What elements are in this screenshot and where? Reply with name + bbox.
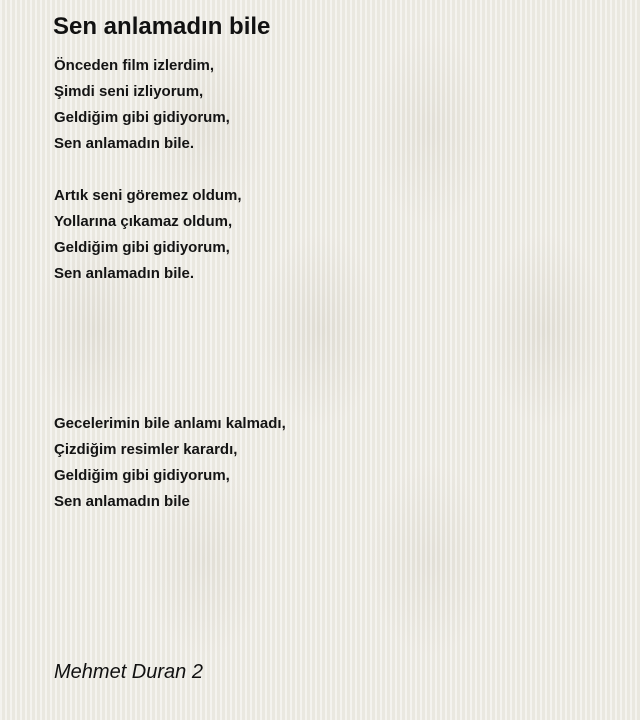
- poem-author: Mehmet Duran 2: [54, 661, 203, 683]
- stanza-2: [54, 183, 242, 287]
- stanza-1: [54, 53, 230, 157]
- poem-line: Çizdiğim resimler karardı,: [54, 441, 238, 458]
- poem-line: Şimdi seni izliyorum,: [54, 83, 204, 100]
- poem-line: Sen anlamadın bile: [54, 493, 190, 510]
- poem-line: Yollarına çıkamaz oldum,: [54, 213, 233, 230]
- poem-line: Sen anlamadın bile.: [54, 265, 195, 282]
- poem-line: Artık seni göremez oldum,: [54, 187, 242, 204]
- poem-line: Sen anlamadın bile.: [54, 135, 195, 152]
- poem-line: Geldiğim gibi gidiyorum,: [54, 239, 230, 256]
- poem-line: Gecelerimin bile anlamı kalmadı,: [54, 415, 286, 432]
- poem-line: Önceden film izlerdim,: [54, 57, 215, 74]
- stanza-3: [54, 411, 286, 515]
- poem-line: Geldiğim gibi gidiyorum,: [54, 109, 230, 126]
- poem-line: Geldiğim gibi gidiyorum,: [54, 467, 230, 484]
- poem-title: Sen anlamadın bile: [53, 13, 271, 40]
